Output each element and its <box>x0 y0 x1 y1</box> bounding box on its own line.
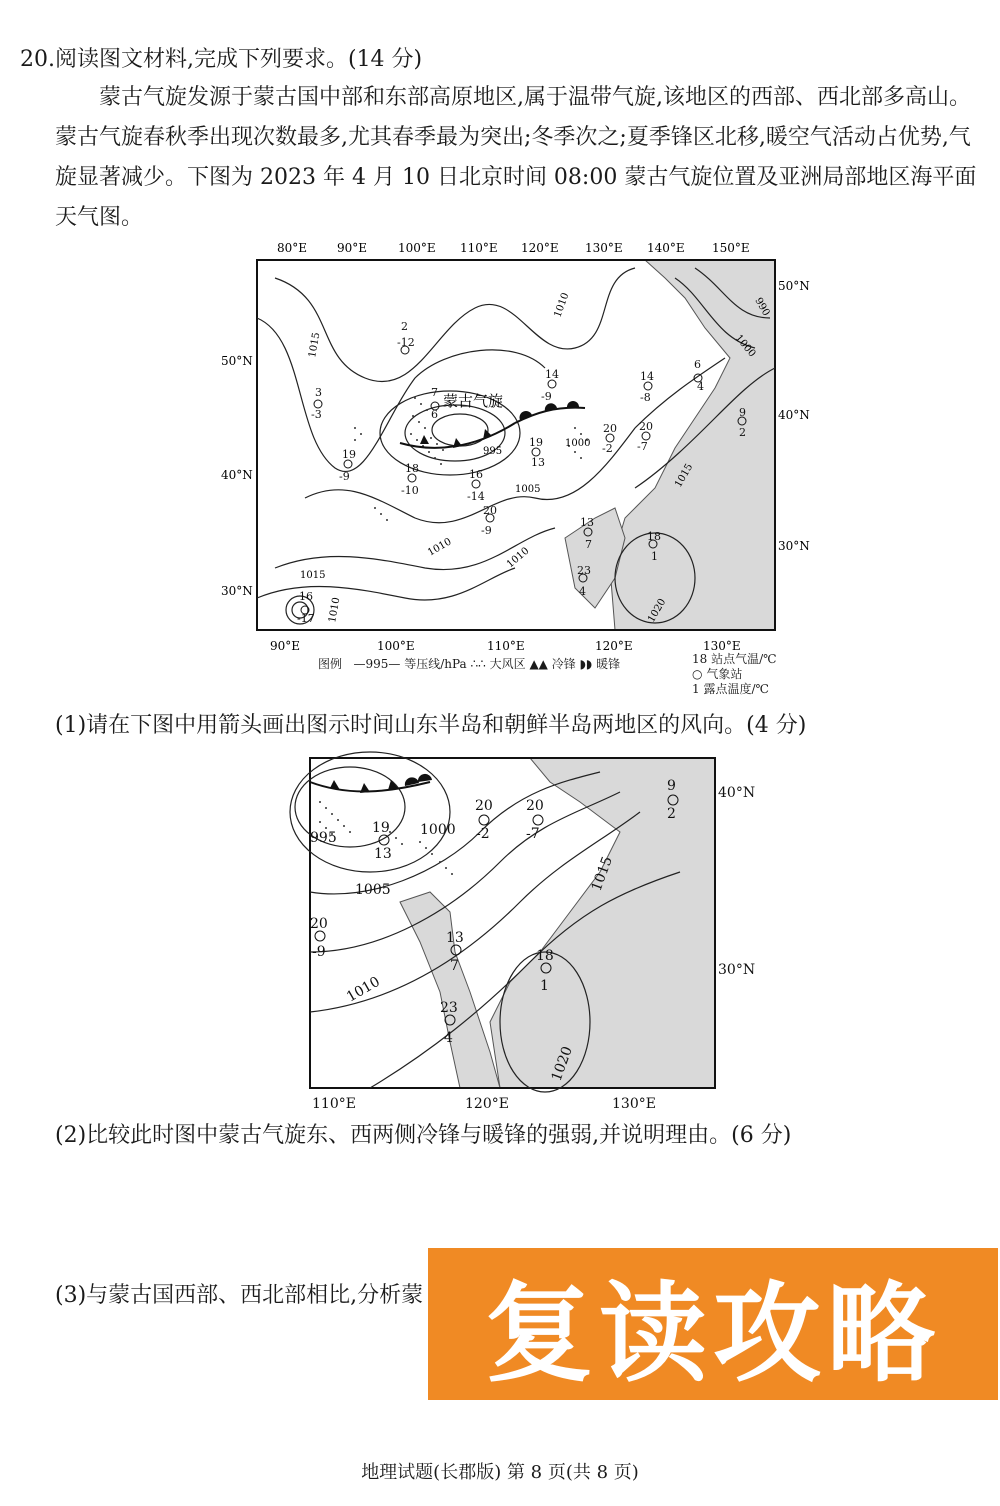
legend-dew-text: 露点温度/℃ <box>703 682 769 696</box>
isobar-label: 1020 <box>646 596 669 625</box>
lon-label: 120°E <box>521 241 559 255</box>
cold-front-triangle <box>420 435 429 444</box>
isobar-label: 1000 <box>732 332 758 360</box>
warm-front-semicircle <box>567 401 579 407</box>
station-dew: -14 <box>467 490 485 503</box>
station-temp: 16 <box>469 468 483 481</box>
lon-label: 130°E <box>585 241 623 255</box>
station-dew: -7 <box>526 826 540 842</box>
lon-label: 150°E <box>712 241 750 255</box>
station-temp: 20 <box>639 420 653 433</box>
isobar-label: 1015 <box>307 331 323 359</box>
station-dew: -9 <box>339 470 350 483</box>
station-dew: 7 <box>585 538 592 551</box>
isobar-label: 1015 <box>300 570 326 581</box>
question-2: (2)比较此时图中蒙古气旋东、西两侧冷锋与暖锋的强弱,并说明理由。(6 分) <box>55 1123 792 1148</box>
warm-front-semicircle <box>418 774 432 782</box>
station-temp: 19 <box>342 448 356 461</box>
question-1: (1)请在下图中用箭头画出图示时间山东半岛和朝鲜半岛两地区的风向。(4 分) <box>55 713 807 738</box>
dots-icon: ∴∴ <box>470 657 486 671</box>
station-temp: 23 <box>577 564 591 577</box>
lon-label: 120°E <box>595 639 633 653</box>
lon-label: 110°E <box>460 241 498 255</box>
lon-label: 100°E <box>377 639 415 653</box>
station-dew: 1 <box>651 550 658 563</box>
station-dew: 4 <box>579 585 586 598</box>
station-dew: -9 <box>312 944 326 960</box>
lon-label: 130°E <box>703 639 741 653</box>
station-dew: -9 <box>541 390 552 403</box>
legend-gale-text: 大风区 <box>489 657 526 671</box>
warm-front-icon: ◗◗ <box>579 657 593 671</box>
station-temp: 14 <box>545 368 559 381</box>
station-dew: 4 <box>697 380 704 393</box>
station-dew: -17 <box>297 612 315 625</box>
station-temp: 16 <box>299 590 313 603</box>
weather-map-detail <box>280 752 780 1121</box>
station-dew: 2 <box>739 426 746 439</box>
station-temp: 20 <box>310 916 328 932</box>
cold-front-triangle <box>360 783 370 793</box>
station-legend <box>692 652 777 697</box>
station-temp: 9 <box>739 406 746 419</box>
station-temp: 20 <box>603 422 617 435</box>
question-title: 20.阅读图文材料,完成下列要求。(14 分) <box>20 47 423 72</box>
station-temp: 3 <box>315 386 322 399</box>
isobar-label: 1010 <box>504 545 532 571</box>
station-dew: 7 <box>450 958 459 974</box>
lat-label: 40°N <box>221 468 253 482</box>
station-temp: 2 <box>401 320 408 333</box>
station-circle-icon: ○ <box>692 667 703 681</box>
isobar-label: 995 <box>310 830 337 846</box>
isobar-label: 1010 <box>426 536 454 559</box>
station-dew: 2 <box>667 806 676 822</box>
isobar-label: 1015 <box>673 461 696 490</box>
isobar-label: 1015 <box>588 854 616 894</box>
station-dew: 6 <box>431 408 438 421</box>
station-dew: 13 <box>374 846 392 862</box>
legend-isobar-symbol: —995— <box>353 657 401 671</box>
lon-label: 90°E <box>337 241 368 255</box>
cold-front-icon: ▲▲ <box>529 657 548 671</box>
station-temp: 13 <box>446 930 464 946</box>
isobar-label: 1010 <box>327 596 343 624</box>
question-3: (3)与蒙古国西部、西北部相比,分析蒙 <box>55 1283 424 1308</box>
land-area <box>490 758 715 1088</box>
station-dew: 13 <box>531 456 545 469</box>
station-dew: 4 <box>444 1030 453 1046</box>
station-dew: -2 <box>602 442 613 455</box>
station-dew: -8 <box>640 391 651 404</box>
isobar-label: 1000 <box>565 438 591 449</box>
station-dew: -7 <box>637 440 648 453</box>
station-temp: 18 <box>647 530 661 543</box>
station-temp: 20 <box>475 798 493 814</box>
lon-label: 80°E <box>277 241 308 255</box>
station-dew: -9 <box>481 524 492 537</box>
station-temp: 20 <box>526 798 544 814</box>
lat-label: 50°N <box>778 279 810 293</box>
station-dew: -3 <box>311 408 322 421</box>
lat-label: 30°N <box>221 584 253 598</box>
lon-label: 90°E <box>270 639 301 653</box>
legend-warm-front-text: 暖锋 <box>596 657 621 671</box>
station-temp: 9 <box>667 778 676 794</box>
land-area <box>610 260 775 630</box>
isobar-label: 995 <box>483 446 503 457</box>
isobar-label: 1010 <box>552 291 572 320</box>
station-dew: 1 <box>540 978 549 994</box>
isobar-label: 1010 <box>344 973 383 1006</box>
isobar-label: 1000 <box>420 822 456 838</box>
lat-label: 40°N <box>778 408 810 422</box>
map-legend <box>318 656 620 672</box>
lon-label: 110°E <box>312 1096 356 1112</box>
legend-station-text: 气象站 <box>706 667 743 681</box>
lat-label: 50°N <box>221 354 253 368</box>
station-temp: 19 <box>529 436 543 449</box>
isobar-label: 1005 <box>515 484 541 495</box>
lat-label: 30°N <box>778 539 810 553</box>
station-temp: 19 <box>372 820 390 836</box>
banner-text: 复读攻略 <box>484 1271 941 1397</box>
station-temp: 13 <box>580 516 594 529</box>
lon-label: 110°E <box>487 639 525 653</box>
legend-temp-value: 18 <box>692 652 708 666</box>
station-temp: 7 <box>431 386 438 399</box>
lon-label: 100°E <box>398 241 436 255</box>
station-dew: -10 <box>401 484 419 497</box>
legend-prefix: 图例 <box>318 657 343 671</box>
isobar-label: 1005 <box>355 882 391 898</box>
weather-map-main <box>215 238 810 662</box>
legend-temp-text: 站点气温/℃ <box>711 652 777 666</box>
material-paragraph: 蒙古气旋发源于蒙古国中部和东部高原地区,属于温带气旋,该地区的西部、西北部多高山。蒙古气旋春秋季出现次数最多,尤其春季最为突出;冬季次之;夏季锋区北移,暖空气活动占优势,气旋显著减少。下图为 2023 年 4 月 10 日北京时间 08:00 蒙古气旋位置及亚洲局部地区海平面天气图。 <box>55 85 977 230</box>
station-temp: 18 <box>536 948 554 964</box>
lat-label: 40°N <box>718 785 756 801</box>
lon-label: 120°E <box>465 1096 509 1112</box>
station-dew: -12 <box>397 336 415 349</box>
legend-isobar-text: 等压线/hPa <box>404 657 467 671</box>
lon-label: 140°E <box>647 241 685 255</box>
lon-label: 130°E <box>612 1096 656 1112</box>
station-temp: 6 <box>694 358 701 371</box>
page-footer: 地理试题(长郡版) 第 8 页(共 8 页) <box>361 1462 639 1483</box>
isobar-label: 1020 <box>548 1044 576 1084</box>
legend-cold-front-text: 冷锋 <box>551 657 576 671</box>
station-temp: 23 <box>440 1000 458 1016</box>
cyclone-label: 蒙古气旋 <box>443 392 504 410</box>
isobar-label: 990 <box>752 296 772 319</box>
lat-label: 30°N <box>718 962 756 978</box>
station-temp: 20 <box>483 504 497 517</box>
watermark-banner <box>428 1248 998 1400</box>
station-dew: -2 <box>476 826 490 842</box>
station-temp: 14 <box>640 370 654 383</box>
legend-dew-value: 1 <box>692 682 700 696</box>
station-temp: 18 <box>405 462 419 475</box>
